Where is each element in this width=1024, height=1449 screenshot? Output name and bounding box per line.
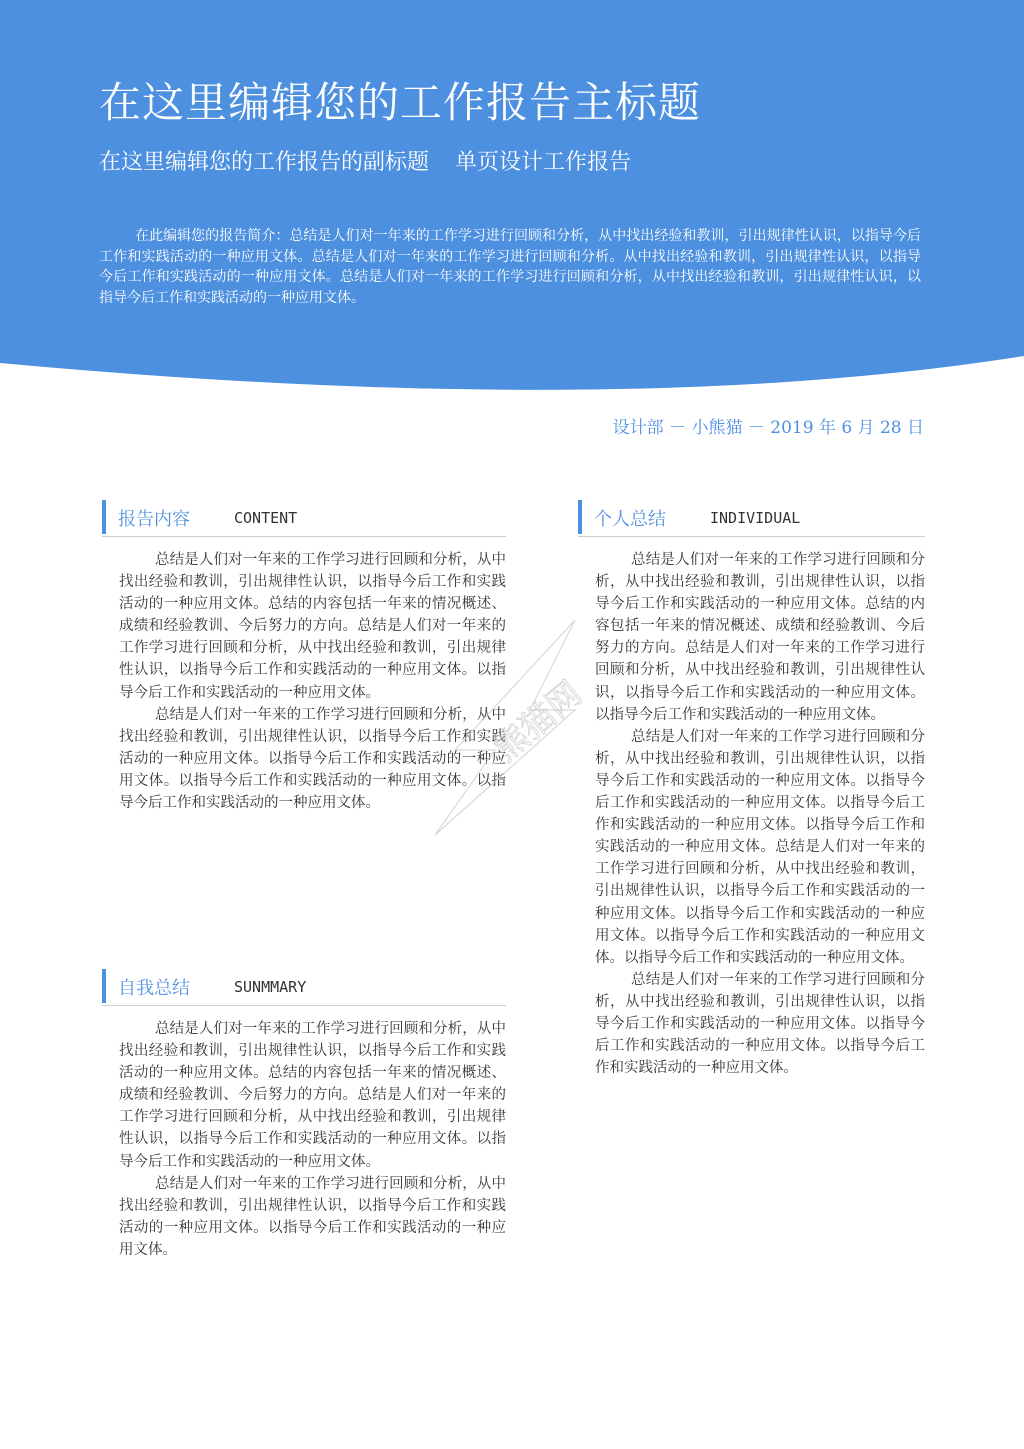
paragraph: 总结是人们对一年来的工作学习进行回顾和分析，从中找出经验和教训，引出规律性认识，以指导今后工作和实践活动的一种应用文体。总结的内容包括一年来的情况概述、成绩和经验教训、今后努力的方向。总结是人们对一年来的工作学习进行回顾和分析，从中找出经验和教训，引出规律性认识，以指导今后工作和实践活动的一种应用文体。以指导今后工作和实践活动的一种应用文体。: [119, 552, 506, 701]
accent-bar: [102, 500, 106, 534]
section-title-en: CONTENT: [234, 509, 298, 527]
author-date-line: 设计部 － 小熊猫 － 2019 年 6 月 28 日: [612, 418, 924, 438]
paragraph: 总结是人们对一年来的工作学习进行回顾和分析，从中找出经验和教训，引出规律性认识，以指导今后工作和实践活动的一种应用文体。总结的内容包括一年来的情况概述、成绩和经验教训、今后努力的方向。总结是人们对一年来的工作学习进行回顾和分析，从中找出经验和教训，引出规律性认识，以指导今后工作和实践活动的一种应用文体。以指导今后工作和实践活动的一种应用文体。: [595, 552, 925, 723]
watermark-logo: [425, 610, 615, 840]
section-body: [102, 1018, 506, 1261]
paragraph: 总结是人们对一年来的工作学习进行回顾和分析，从中找出经验和教训，引出规律性认识，以指导今后工作和实践活动的一种应用文体。以指导今后工作和实践活动的一种应用文体。以指导今后工作和实践活动的一种应用文体。: [595, 971, 925, 1077]
paragraph: 总结是人们对一年来的工作学习进行回顾和分析，从中找出经验和教训，引出规律性认识，以指导今后工作和实践活动的一种应用文体。以指导今后工作和实践活动的一种应用文体。以指导今后工作和实践活动的一种应用文体。以指导今后工作和实践活动的一种应用文体。: [119, 706, 506, 812]
section-title-en: INDIVIDUAL: [710, 509, 801, 527]
page-subtitle: [99, 145, 631, 176]
section-title-cn: 个人总结: [594, 509, 666, 530]
section-title-cn: 自我总结: [118, 978, 190, 999]
section-title-en: SUNMMARY: [234, 978, 307, 996]
subtitle-right: 单页设计工作报告: [455, 150, 632, 175]
header-background: [0, 0, 1024, 400]
watermark-text: 熊猫网: [486, 673, 590, 770]
paragraph: 总结是人们对一年来的工作学习进行回顾和分析，从中找出经验和教训，引出规律性认识，以指导今后工作和实践活动的一种应用文体。以指导今后工作和实践活动的一种应用文体。以指导今后工作和实践活动的一种应用文体。以指导今后工作和实践活动的一种应用文体。总结是人们对一年来的工作学习进行回顾和分析，从中找出经验和教训，引出规律性认识，以指导今后工作和实践活动的一种应用文体。以指导今后工作和实践活动的一种应用文体。以指导今后工作和实践活动的一种应用文体。以指导今后工作和实践活动的一种应用文体。: [595, 728, 925, 966]
section-individual: [578, 500, 925, 1079]
page-title: 在这里编辑您的工作报告主标题: [99, 78, 702, 127]
accent-bar: [102, 969, 106, 1003]
section-title-cn: 报告内容: [118, 509, 190, 530]
subtitle-left: 在这里编辑您的工作报告的副标题: [99, 150, 430, 175]
section-summary: [102, 969, 506, 1261]
section-header: [102, 969, 506, 1006]
report-intro: 在此编辑您的报告简介：总结是人们对一年来的工作学习进行回顾和分析，从中找出经验和教训，引出规律性认识，以指导今后工作和实践活动的一种应用文体。总结是人们对一年来的工作学习进行回顾和分析。从中找出经验和教训，引出规律性认识，以指导今后工作和实践活动的一种应用文体。总结是人们对一年来的工作学习进行回顾和分析，从中找出经验和教训，引出规律性认识，以指导今后工作和实践活动的一种应用文体。: [99, 228, 921, 306]
section-header: [102, 500, 506, 537]
section-body: [578, 549, 925, 1079]
section-header: [578, 500, 925, 537]
paragraph: 总结是人们对一年来的工作学习进行回顾和分析，从中找出经验和教训，引出规律性认识，以指导今后工作和实践活动的一种应用文体。以指导今后工作和实践活动的一种应用文体。: [119, 1175, 506, 1258]
paragraph: 总结是人们对一年来的工作学习进行回顾和分析，从中找出经验和教训，引出规律性认识，以指导今后工作和实践活动的一种应用文体。总结的内容包括一年来的情况概述、成绩和经验教训、今后努力的方向。总结是人们对一年来的工作学习进行回顾和分析，从中找出经验和教训，引出规律性认识，以指导今后工作和实践活动的一种应用文体。以指导今后工作和实践活动的一种应用文体。: [119, 1021, 506, 1170]
accent-bar: [578, 500, 582, 534]
